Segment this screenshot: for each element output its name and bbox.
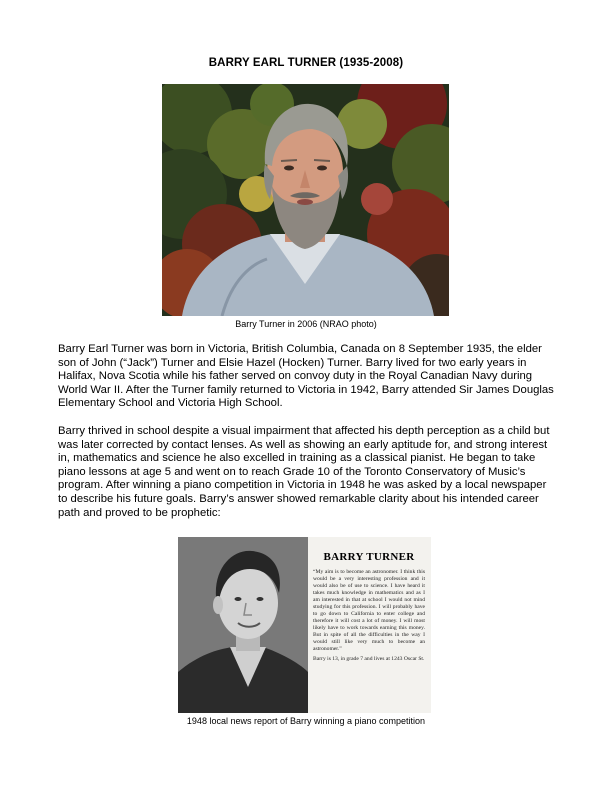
paragraph-school: Barry thrived in school despite a visual impairment that affected his depth perception as a child but was later corrected by contact lenses. As well as showing an early aptitude for, and strong interest in, mathematics and science he also excelled in training as a classical pianist. He began to take piano lessons at age 5 and went on to reach Grade 10 of the Toronto Conservatory of Music’s program. After winning a piano competition in Victoria in 1948 he was asked by a local newspaper to describe his future goals. Barry’s answer showed remarkable clarity about his intended career path and proved to be prophetic: xyxy=(58,425,550,519)
clipping-headline: BARRY TURNER xyxy=(323,551,415,563)
photo-caption: Barry Turner in 2006 (NRAO photo) xyxy=(235,319,377,329)
clipping-quote: “My aim is to become an astronomer. I think this would be a very interesting profession and it would also be of use to science. I have heard it takes much knowledge in mathematics and as I am interested in that at school I would not mind studying for this profession. I will probably have to go down to California to enter college and therefore it will cost a lot of money. I will most likely have to work towards earning this money. But in spite of all the difficulties in the way I would still like very much to become an astronomer.” xyxy=(313,569,425,652)
clipping-text-column xyxy=(313,551,425,663)
portrait-photo xyxy=(162,84,449,316)
page-title: BARRY EARL TURNER (1935-2008) xyxy=(208,57,404,69)
clipping-footer: Barry is 13, in grade 7 and lives at 1243 Oscar St. xyxy=(313,656,425,662)
newspaper-clipping xyxy=(178,537,431,713)
clipping-boy-photo xyxy=(178,537,308,713)
portrait-illustration xyxy=(162,84,449,316)
clipping-caption: 1948 local news report of Barry winning a piano competition xyxy=(186,716,426,726)
paragraph-early-life: Barry Earl Turner was born in Victoria, British Columbia, Canada on 8 September 1935, the elder son of John (“Jack”) Turner and Elsie Hazel (Hocken) Turner. Barry lived for two early years in Halifax, Nova Scotia while his father served on convoy duty in the Royal Canadian Navy during World War II. After the Turner family returned to Victoria in 1942, Barry attended Sir James Douglas Elementary School and Victoria High School. xyxy=(58,343,554,410)
